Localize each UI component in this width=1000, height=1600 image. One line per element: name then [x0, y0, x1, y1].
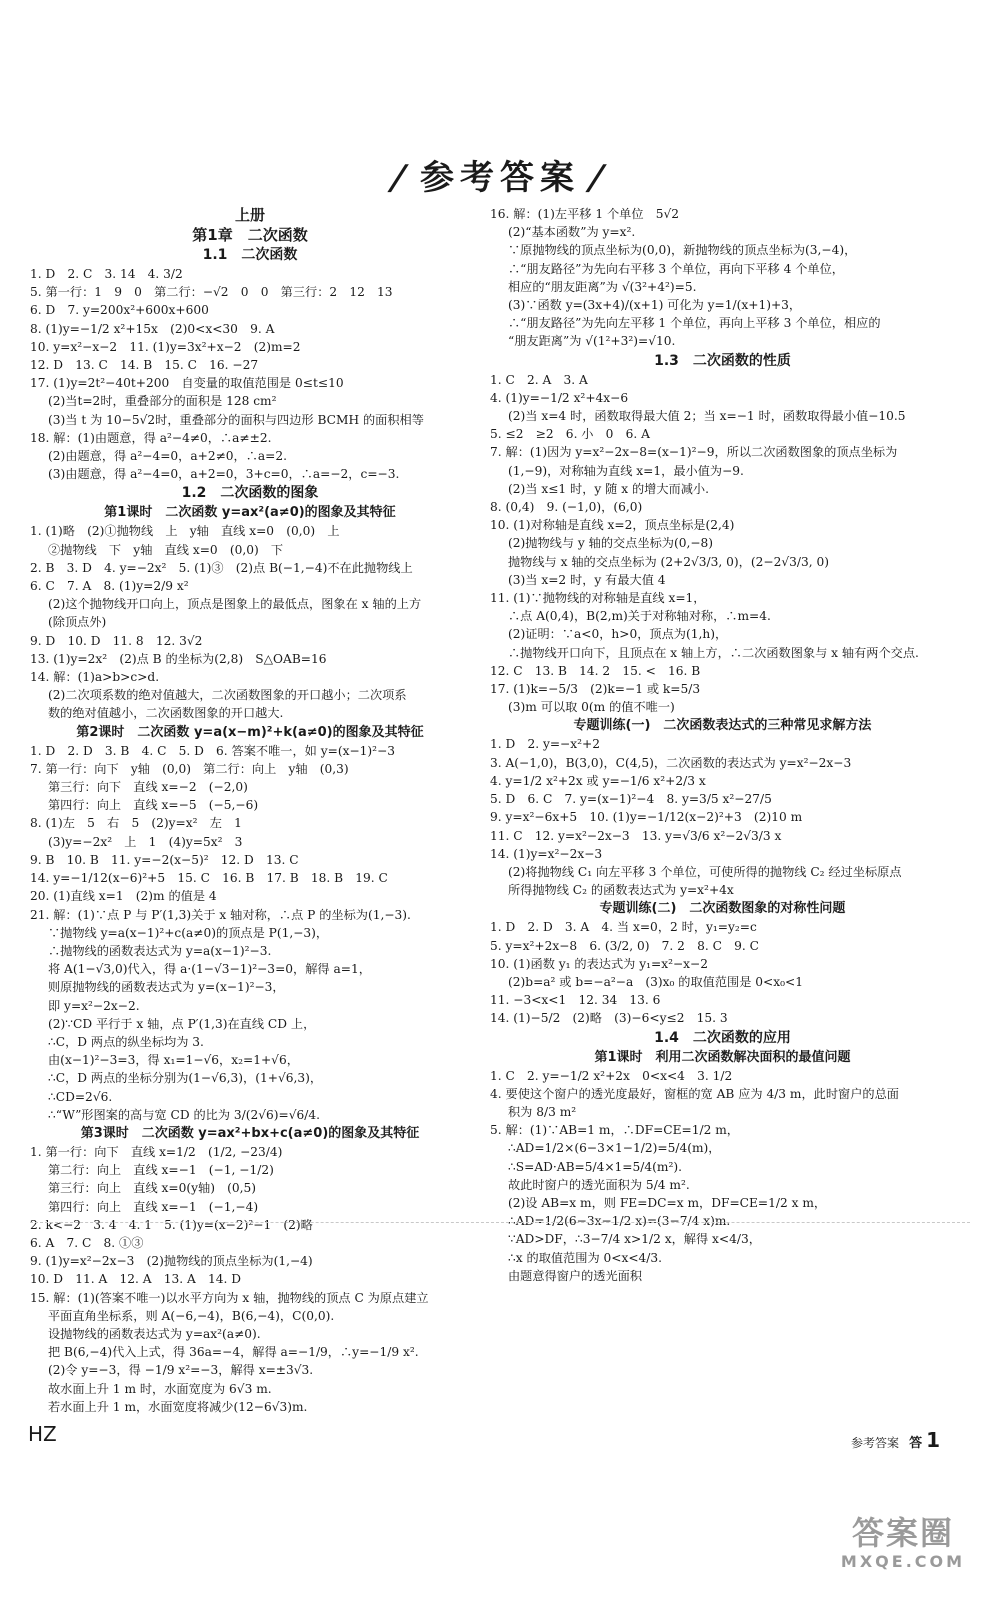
answer-line: 14. (1)−5/2 (2)略 (3)−6<y≤2 15. 3 — [490, 1011, 728, 1026]
answer-line: 17. (1)y=2t²−40t+200 自变量的取值范围是 0≤t≤10 — [30, 376, 344, 391]
answer-line: 12. D 13. C 14. B 15. C 16. −27 — [30, 358, 259, 373]
answer-line: 14. 解：(1)a>b>c>d. — [30, 670, 160, 685]
answer-line: 8. (1)y=−1/2 x²+15x (2)0<x<30 9. A — [30, 321, 275, 336]
answer-line: 18. 解：(1)由题意，得 a²−4≠0，∴a≠±2. — [30, 430, 272, 445]
answer-line: 第四行：向上 直线 x=−5 (−5,−6) — [48, 798, 259, 813]
lesson-heading: 专题训练(二) 二次函数图象的对称性问题 — [599, 901, 846, 917]
answer-line: ∴AD=1/2×(6−3×1−1/2)=5/4(m)， — [508, 1141, 721, 1156]
answer-line: (1,−9)，对称轴为直线 x=1，最小值为−9. — [508, 463, 744, 478]
answer-line: 6. D 7. y=200x²+600x+600 — [30, 303, 209, 318]
answer-line: 9. (1)y=x²−2x−3 (2)抛物线的顶点坐标为(1,−4) — [30, 1254, 313, 1269]
answer-line: 数的绝对值越小，二次函数图象的开口越大. — [48, 706, 284, 721]
answer-key-banner: / 参考答案 / — [385, 158, 615, 198]
answer-line: (2)由题意，得 a²−4=0，a+2≠0，∴a=2. — [48, 449, 288, 464]
lesson-heading: 第1课时 二次函数 y=ax²(a≠0)的图象及其特征 — [104, 505, 396, 521]
section-heading: 1.3 二次函数的性质 — [654, 352, 791, 369]
answer-line: 积为 8/3 m² — [508, 1104, 577, 1119]
answer-line: 4. (1)y=−1/2 x²+4x−6 — [490, 390, 629, 405]
answer-line: 8. (1)左 5 右 5 (2)y=x² 左 1 — [30, 816, 242, 831]
answer-line: ∵原抛物线的顶点坐标为(0,0)，新抛物线的顶点坐标为(3,−4)， — [508, 243, 857, 258]
answer-line: 故水面上升 1 m 时，水面宽度为 6√3 m. — [48, 1381, 272, 1396]
answer-line: 第三行：向下 直线 x=−2 (−2,0) — [48, 780, 248, 795]
answer-line: 12. C 13. B 14. 2 15. < 16. B — [490, 663, 701, 678]
answer-line: 第三行：向上 直线 x=0(y轴) (0,5) — [48, 1181, 257, 1196]
answer-line: 11. (1)∵抛物线的对称轴是直线 x=1， — [490, 591, 706, 606]
answer-line: 1. 第一行：向下 直线 x=1/2 (1/2, −23/4) — [30, 1144, 283, 1159]
answer-line: 第四行：向上 直线 x=−1 (−1,−4) — [48, 1199, 259, 1214]
answer-line: 10. (1)对称轴是直线 x=2，顶点坐标是(2,4) — [490, 518, 735, 533]
answer-line: (2)b=a² 或 b=−a²−a (3)x₀ 的取值范围是 0<x₀<1 — [508, 974, 803, 989]
footer-section-label: 参考答案 — [851, 1436, 900, 1450]
answer-line: 故此时窗户的透光面积为 5/4 m². — [508, 1177, 690, 1192]
answer-line: 所得抛物线 C₂ 的函数表达式为 y=x²+4x — [508, 883, 734, 898]
page-number: 1 — [926, 1428, 940, 1452]
answer-line: 15. 解：(1)(答案不唯一)以水平方向为 x 轴，抛物线的顶点 C 为原点建立 — [30, 1290, 429, 1305]
lesson-heading: 第1课时 利用二次函数解决面积的最值问题 — [594, 1049, 851, 1065]
answer-line: ∴“朋友路径”为先向左平移 1 个单位，再向上平移 3 个单位，相应的 — [508, 316, 881, 331]
answer-line: 则原抛物线的函数表达式为 y=(x−1)²−3， — [48, 980, 285, 995]
answer-line: (2)当t=2时，重叠部分的面积是 128 cm² — [48, 394, 277, 409]
answer-line: 13. (1)y=2x² (2)点 B 的坐标为(2,8) S△OAB=16 — [30, 651, 327, 666]
answer-line: (2)设 AB=x m，则 FE=DC=x m，DF=CE=1/2 x m， — [508, 1195, 827, 1210]
site-watermark — [828, 1514, 978, 1584]
answer-line: 14. y=−1/12(x−6)²+5 15. C 16. B 17. B 18. B 19. C — [30, 871, 388, 886]
section-heading: 1.1 二次函数 — [202, 247, 298, 263]
footer-edition-code: HZ — [28, 1422, 57, 1446]
answer-line: 把 B(6,−4)代入上式，得 36a=−4，解得 a=−1/9，∴y=−1/9 x². — [48, 1345, 419, 1360]
answer-line: 若水面上升 1 m，水面宽度将减少(12−6√3)m. — [48, 1399, 308, 1414]
section-heading: 1.4 二次函数的应用 — [654, 1029, 791, 1046]
answer-line: 4. y=1/2 x²+2x 或 y=−1/6 x²+2/3 x — [490, 773, 706, 788]
answer-line: ∵AD>DF，∴3−7/4 x>1/2 x，解得 x<4/3， — [508, 1232, 761, 1247]
answer-line: 11. −3<x<1 12. 34 13. 6 — [490, 993, 661, 1008]
answer-line: 14. (1)y=x²−2x−3 — [490, 846, 603, 861]
answer-line: 平面直角坐标系，则 A(−6,−4)，B(6,−4)，C(0,0). — [48, 1308, 335, 1323]
answer-line: 1. (1)略 (2)①抛物线 上 y轴 直线 x=0 (0,0) 上 — [30, 524, 340, 539]
watermark-url: MXQE.COM — [840, 1552, 966, 1571]
answer-line: (2)抛物线与 y 轴的交点坐标为(0,−8) — [508, 536, 714, 551]
footer-page-label — [851, 1428, 940, 1452]
answer-line: 相应的“朋友距离”为 √(3²+4²)=5. — [508, 279, 697, 294]
answer-line: 6. A 7. C 8. ①③ — [30, 1235, 144, 1250]
lesson-heading: 第2课时 二次函数 y=a(x−m)²+k(a≠0)的图象及其特征 — [76, 724, 424, 740]
lesson-heading: 专题训练(一) 二次函数表达式的三种常见求解方法 — [573, 718, 872, 734]
answer-line: “朋友距离”为 √(1²+3²)=√10. — [508, 334, 676, 349]
answer-line: (2)二次项系数的绝对值越大，二次函数图象的开口越小；二次项系 — [48, 688, 407, 703]
answer-line: 9. D 10. D 11. 8 12. 3√2 — [30, 633, 203, 648]
answer-line: ∴C，D 两点的纵坐标均为 3. — [48, 1034, 204, 1049]
answer-line: ∴x 的取值范围为 0<x<4/3. — [508, 1250, 663, 1265]
answer-line: 7. 第一行：向下 y轴 (0,0) 第二行：向上 y轴 (0,3) — [30, 761, 349, 776]
footer-tag: 答 — [909, 1436, 923, 1451]
answer-line: (2)当 x=4 时，函数取得最大值 2；当 x=−1 时，函数取得最小值−10.5 — [508, 409, 906, 424]
answer-line: 8. (0,4) 9. (−1,0)，(6,0) — [490, 500, 643, 515]
chapter-heading: 第1章 二次函数 — [192, 226, 308, 244]
answer-line: 5. 解：(1)∵AB=1 m，∴DF=CE=1/2 m， — [490, 1123, 739, 1138]
answer-line: ∴C，D 两点的坐标分别为(1−√6,3)，(1+√6,3)， — [48, 1071, 323, 1086]
answer-line: ∴“W”形图案的高与宽 CD 的比为 3/(2√6)=√6/4. — [48, 1107, 321, 1122]
answer-line: ∴AD=1/2(6−3x−1/2 x)=(3−7/4 x)m. — [508, 1214, 731, 1229]
answer-line: 2. B 3. D 4. y=−2x² 5. (1)③ (2)点 B(−1,−4)不在此抛物线上 — [30, 560, 413, 575]
left-column — [30, 205, 470, 1416]
answer-line: 5. y=x²+2x−8 6. (3/2, 0) 7. 2 8. C 9. C — [490, 938, 759, 953]
answer-line: ∴S=AD·AB=5/4×1=5/4(m²). — [508, 1159, 682, 1174]
answer-line: (2)证明：∵a<0，h>0，顶点为(1,h)， — [508, 627, 728, 642]
answer-line: 9. y=x²−6x+5 10. (1)y=−1/12(x−2)²+3 (2)10 m — [490, 810, 803, 825]
answer-line: (2)“基本函数”为 y=x². — [508, 225, 636, 240]
answer-line: 10. y=x²−x−2 11. (1)y=3x²+x−2 (2)m=2 — [30, 339, 301, 354]
answer-line: 1. D 2. C 3. 14 4. 3/2 — [30, 267, 183, 281]
answer-line: (2)当 x≤1 时，y 随 x 的增大而减小. — [508, 481, 709, 496]
answer-line: 1. C 2. A 3. A — [490, 372, 588, 387]
answer-line: (3)y=−2x² 上 1 (4)y=5x² 3 — [48, 834, 243, 849]
answer-line: 6. C 7. A 8. (1)y=2/9 x² — [30, 579, 189, 594]
answer-line: 1. D 2. D 3. A 4. 当 x=0，2 时，y₁=y₂=c — [490, 920, 757, 935]
answer-line: ∴抛物线开口向下，且顶点在 x 轴上方，∴二次函数图象与 x 轴有两个交点. — [508, 645, 919, 660]
answer-line: 3. A(−1,0)，B(3,0)，C(4,5)，二次函数的表达式为 y=x²−2x−3 — [490, 755, 852, 770]
book-heading: 上册 — [234, 206, 265, 224]
answer-line: 5. ≤2 ≥2 6. 小 0 6. A — [490, 427, 650, 442]
answer-line: 17. (1)k=−5/3 (2)k=−1 或 k=5/3 — [490, 682, 701, 697]
answer-line: (2)将抛物线 C₁ 向左平移 3 个单位，可使所得的抛物线 C₂ 经过坐标原点 — [508, 864, 902, 879]
answer-line: (2)这个抛物线开口向上，顶点是图象上的最低点，图象在 x 轴的上方 — [48, 597, 422, 612]
answer-line: 2. k<−2 3. 4 4. 1 5. (1)y=(x−2)²−1 (2)略 — [30, 1217, 313, 1232]
answer-line: 16. 解：(1)左平移 1 个单位 5√2 — [490, 207, 679, 221]
answer-line: 由题意得窗户的透光面积 — [508, 1268, 643, 1283]
answer-line: 10. (1)函数 y₁ 的表达式为 y₁=x²−x−2 — [490, 956, 709, 971]
answer-line: ②抛物线 下 y轴 直线 x=0 (0,0) 下 — [48, 542, 284, 557]
answer-line: 1. C 2. y=−1/2 x²+2x 0<x<4 3. 1/2 — [490, 1068, 733, 1083]
section-heading: 1.2 二次函数的图象 — [181, 485, 319, 502]
answer-line: (2)∵CD 平行于 x 轴，点 P′(1,3)在直线 CD 上， — [48, 1016, 316, 1031]
answer-line: 9. B 10. B 11. y=−2(x−5)² 12. D 13. C — [30, 852, 299, 867]
answer-line: (3)当 t 为 10−5√2时，重叠部分的面积与四边形 BCMH 的面积相等 — [48, 412, 424, 427]
answer-line: 21. 解：(1)∵点 P 与 P′(1,3)关于 x 轴对称，∴点 P 的坐标为(1,−3). — [30, 907, 411, 922]
answer-line: 4. 要使这个窗户的透光度最好，窗框的宽 AB 应为 4/3 m，此时窗户的总面 — [490, 1086, 899, 1101]
answer-line: 1. D 2. y=−x²+2 — [490, 737, 600, 752]
answer-line: 第二行：向上 直线 x=−1 (−1, −1/2) — [48, 1163, 274, 1178]
answer-line: ∵抛物线 y=a(x−1)²+c(a≠0)的顶点是 P(1,−3)， — [48, 925, 329, 940]
answer-line: ∴抛物线的函数表达式为 y=a(x−1)²−3. — [48, 943, 272, 958]
answer-line: 将 A(1−√3,0)代入，得 a·(1−√3−1)²−3=0，解得 a=1， — [48, 962, 371, 977]
answer-line: (3)m 可以取 0(m 的值不唯一) — [508, 700, 675, 715]
answer-line: ∴CD=2√6. — [48, 1089, 113, 1104]
watermark-logo-text: 答案圈 — [851, 1514, 954, 1552]
right-column — [490, 205, 955, 1285]
answer-line: (3)∵函数 y=(3x+4)/(x+1) 可化为 y=1/(x+1)+3， — [508, 298, 802, 313]
answer-line: 5. 第一行：1 9 0 第二行：−√2 0 0 第三行：2 12 13 — [30, 285, 393, 300]
answer-line: 1. D 2. D 3. B 4. C 5. D 6. 答案不唯一，如 y=(x−1)²−3 — [30, 743, 396, 758]
answer-line: 11. C 12. y=x²−2x−3 13. y=√3/6 x²−2√3/3 x — [490, 828, 782, 843]
answer-line: 5. D 6. C 7. y=(x−1)²−4 8. y=3/5 x²−27/5 — [490, 792, 772, 807]
answer-line: 设抛物线的函数表达式为 y=ax²(a≠0). — [48, 1326, 261, 1341]
answer-line: (2)令 y=−3，得 −1/9 x²=−3，解得 x=±3√3. — [48, 1363, 314, 1378]
banner-title: 参考答案 — [420, 158, 580, 198]
answer-line: 抛物线与 x 轴的交点坐标为 (2+2√3/3, 0)，(2−2√3/3, 0) — [508, 554, 829, 569]
lesson-heading: 第3课时 二次函数 y=ax²+bx+c(a≠0)的图象及其特征 — [80, 1125, 420, 1141]
answer-line: 20. (1)直线 x=1 (2)m 的值是 4 — [30, 889, 217, 904]
answer-line: (3)当 x=2 时，y 有最大值 4 — [508, 572, 666, 587]
answer-line: (除顶点外) — [48, 615, 107, 630]
fold-divider — [30, 1222, 970, 1223]
answer-line: 7. 解：(1)因为 y=x²−2x−8=(x−1)²−9，所以二次函数图象的顶点坐标为 — [490, 445, 898, 460]
answer-line: 由(x−1)²−3=3，得 x₁=1−√6，x₂=1+√6， — [48, 1053, 299, 1068]
answer-line: 10. D 11. A 12. A 13. A 14. D — [30, 1272, 241, 1287]
answer-line: ∴“朋友路径”为先向右平移 3 个单位，再向下平移 4 个单位， — [508, 261, 844, 276]
answer-line: 即 y=x²−2x−2. — [48, 998, 140, 1013]
answer-line: (3)由题意，得 a²−4=0，a+2=0，3+c=0，∴a=−2，c=−3. — [48, 467, 400, 482]
answer-line: ∴点 A(0,4)，B(2,m)关于对称轴对称，∴m=4. — [508, 609, 771, 624]
